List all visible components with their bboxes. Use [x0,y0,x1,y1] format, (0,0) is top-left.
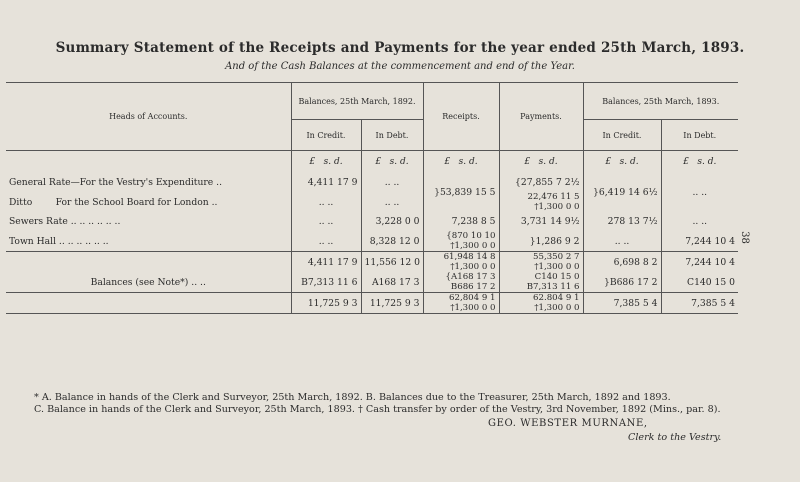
cell: 62,804 9 1 †1,300 0 0 [423,293,499,314]
cell: 4,411 17 9 [291,173,361,192]
cell: A168 17 3 [361,272,423,293]
cell: .. .. [661,212,738,231]
header-in-credit-1892: In Credit. [291,120,361,151]
row-label-balances: Balances (see Note*) .. .. [90,276,206,288]
table-row [6,293,738,314]
table-row [6,272,738,293]
cell: 55,350 2 7 †1,300 0 0 [499,252,583,273]
cell: .. .. [361,173,423,192]
header-in-debt-1893: In Debt. [661,120,738,151]
cell: {27,855 7 2½ [499,173,583,192]
table-row [6,252,738,273]
row-label-town-hall: Town Hall .. .. .. .. .. .. [9,235,109,247]
table-row [6,231,738,252]
row-label-sewers: Sewers Rate .. .. .. .. .. .. [9,216,121,227]
cell: .. .. [291,212,361,231]
cell: 7,244 10 4 [661,252,738,273]
cell: }1,286 9 2 [499,231,583,252]
cell: C140 15 0 [661,272,738,293]
unit-row: £ s. d. [583,151,661,174]
cell: }B686 17 2 [583,272,661,293]
cell: .. .. [583,231,661,252]
header-in-debt-1892: In Debt. [361,120,423,151]
cell-receipts-shared: }53,839 15 5 [423,173,499,212]
cell: 7,385 5 4 [583,293,661,314]
cell: 8,328 12 0 [361,231,423,252]
cell: 6,698 8 2 [583,252,661,273]
header-balances-1892: Balances, 25th March, 1892. [291,83,423,120]
header-receipts: Receipts. [423,83,499,151]
cell: 7,244 10 4 [661,231,738,252]
cell: 61,948 14 8 †1,300 0 0 [423,252,499,273]
header-in-credit-1893: In Credit. [583,120,661,151]
cell: 7,385 5 4 [661,293,738,314]
cell: .. .. [291,192,361,212]
cell: 3,228 0 0 [361,212,423,231]
cell: .. .. [661,173,738,212]
cell: 7,238 8 5 [423,212,499,231]
unit-row: £ s. d. [661,151,738,174]
accounts-table [6,82,738,314]
table-row [6,173,738,192]
unit-row: £ s. d. [499,151,583,174]
cell: B7,313 11 6 [291,272,361,293]
cell: 3,731 14 9½ [499,212,583,231]
cell: C140 15 0 B7,313 11 6 [499,272,583,293]
footnote-line-2: C. Balance in hands of the Clerk and Surveyor, 25th March, 1893. † Cash transfer by order of the Vestry, 3rd November, 1892 (Mins., par. 8). [34,404,721,415]
row-label-general: General Rate—For the Vestry's Expenditure .. [9,177,222,188]
cell: 4,411 17 9 [291,252,361,273]
header-payments: Payments. [499,83,583,151]
unit-row: £ s. d. [423,151,499,174]
unit-row: £ s. d. [361,151,423,174]
cell: 22,476 11 5 †1,300 0 0 [499,192,583,212]
row-label-ditto: Ditto For the School Board for London .. [9,196,218,208]
cell: 11,556 12 0 [361,252,423,273]
cell: .. .. [361,192,423,212]
page-number: 38 [738,231,750,244]
cell: 278 13 7½ [583,212,661,231]
page-subtitle: And of the Cash Balances at the commencement and end of the Year. [225,61,575,72]
cell: 11,725 9 3 [361,293,423,314]
cell: 62.804 9 1 †1,300 0 0 [499,293,583,314]
page-title: Summary Statement of the Receipts and Payments for the year ended 25th March, 1893. [55,40,745,56]
table-row [6,212,738,231]
header-balances-1893: Balances, 25th March, 1893. [583,83,738,120]
cell: .. .. [291,231,361,252]
cell-balance-shared: }6,419 14 6½ [583,173,661,212]
header-heads: Heads of Accounts. [6,83,291,151]
cell: {870 10 10 †1,300 0 0 [423,231,499,252]
cell: {A168 17 3 B686 17 2 [423,272,499,293]
unit-row: £ s. d. [291,151,361,174]
footnote-line-1: * A. Balance in hands of the Clerk and Surveyor, 25th March, 1892. B. Balances due to the Treasurer, 25th March, 1892 and 1893. [34,392,671,403]
signer-name: GEO. WEBSTER MURNANE, [488,418,648,429]
cell: 11,725 9 3 [291,293,361,314]
signer-role: Clerk to the Vestry. [628,432,722,443]
